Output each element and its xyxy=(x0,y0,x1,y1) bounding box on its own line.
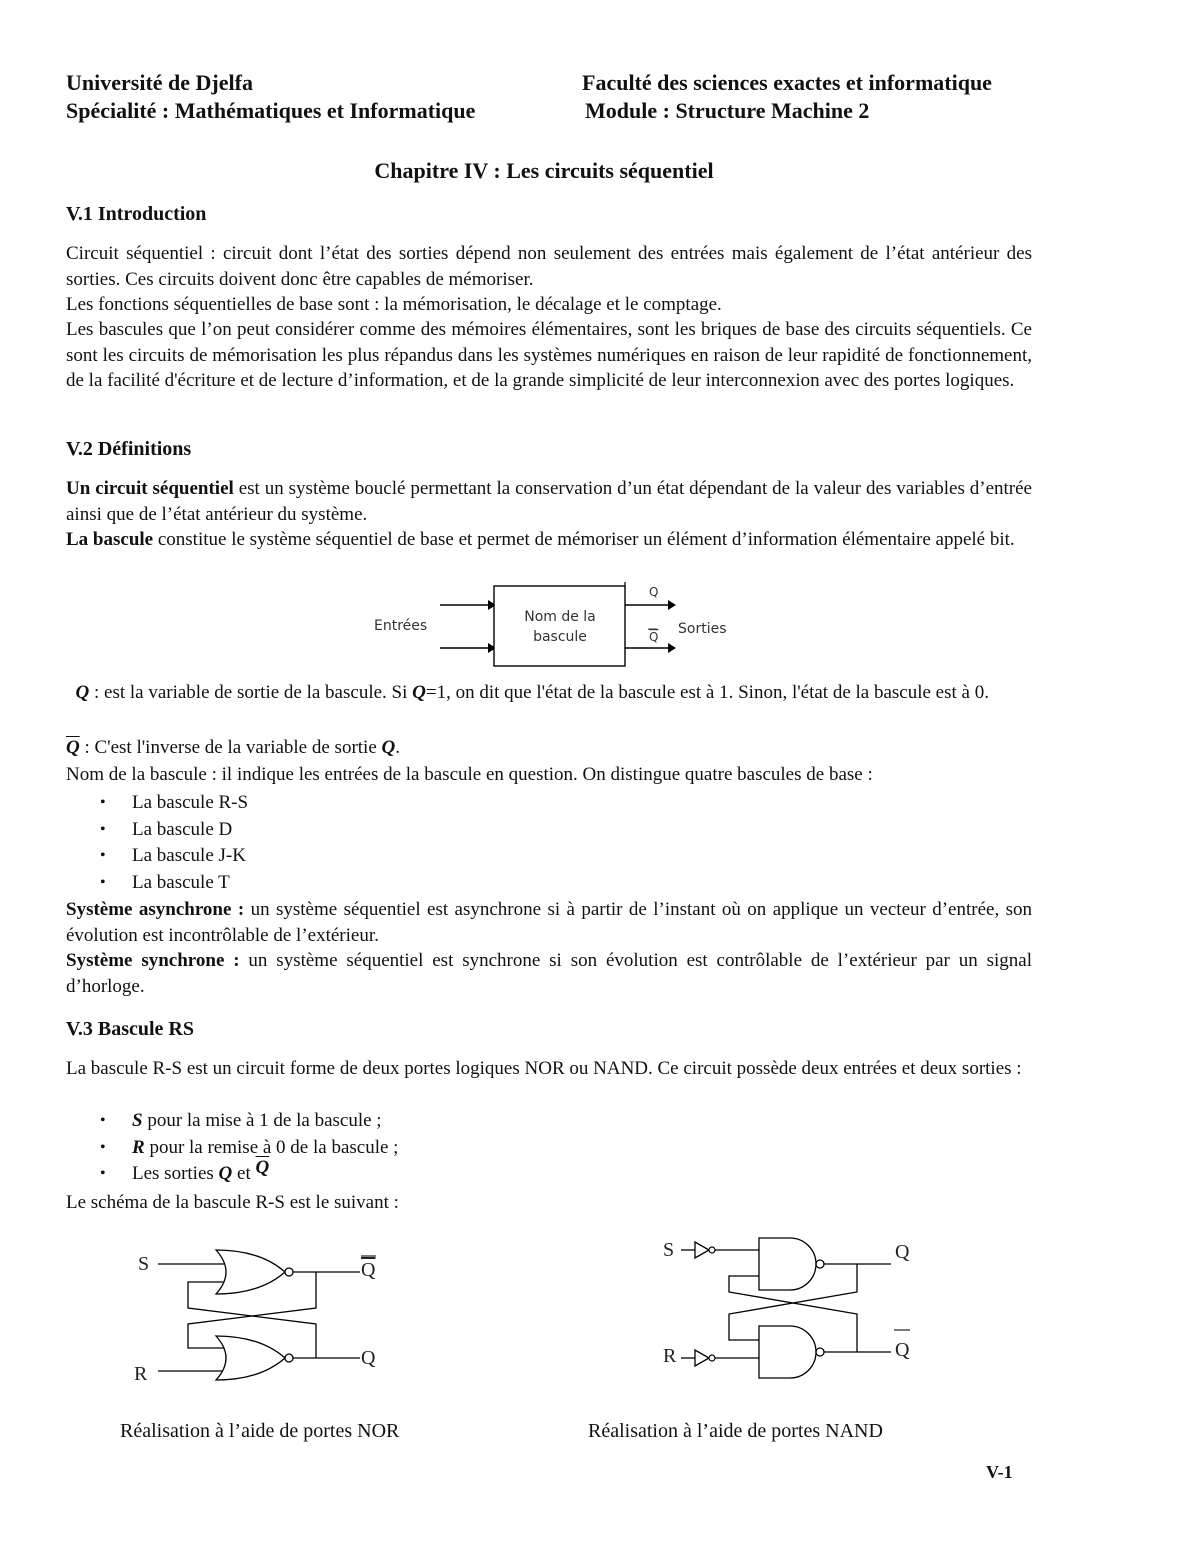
nor-input-r-label: R xyxy=(134,1363,148,1385)
list-item xyxy=(66,1108,398,1135)
schema-intro: Le schéma de la bascule R-S est le suivant : xyxy=(66,1192,399,1213)
intro-paragraph-1: Circuit séquentiel : circuit dont l’état des sorties dépend non seulement des entrées mais également de l’état antérieur des sorties. Ces circuits doivent donc être capables de mémoriser. xyxy=(66,243,1032,290)
rs-intro-paragraph: La bascule R-S est un circuit forme de deux portes logiques NOR ou NAND. Ce circuit possède deux entrées et deux sorties : xyxy=(66,1058,1022,1079)
r-symbol: R xyxy=(132,1136,145,1158)
output-qbar-label: Q xyxy=(649,630,659,644)
output-q-label: Q xyxy=(649,585,659,599)
intro-paragraph-3: Les bascules que l’on peut considérer comme des mémoires élémentaires, sont les briques de base des circuits séquentiels. Ce sont les circuits de mémorisation les plus répandus dans les systèmes numériques en raison de leur rapidité de fonctionnement, de la facilité d'écriture et de lecture d’information, et de la grande simplicité de leur interconnexion avec des portes logiques. xyxy=(66,319,1032,391)
nor-rs-latch-schematic xyxy=(120,1228,410,1408)
qbar-description xyxy=(66,735,400,761)
qbar-output-symbol: $\overline{Q}$ xyxy=(255,1157,270,1178)
page-number: V-1 xyxy=(986,1462,1013,1482)
nand-rs-latch-schematic xyxy=(655,1228,925,1408)
async-text: un système séquentiel est asynchrone si à partir de l’instant où on applique un vecteur d’entrée, son évolution est incontrôlable de l’extérieur. xyxy=(66,899,1033,946)
sync-text: un système séquentiel est synchrone si son évolution est contrôlable de l’extérieur par un signal d’horloge. xyxy=(66,950,1032,997)
list-item xyxy=(66,1135,398,1162)
definition-circuit-term: Un circuit séquentiel xyxy=(66,478,234,499)
diagram-inputs-label: Entrées xyxy=(374,618,428,634)
bascule-block-diagram xyxy=(360,580,750,672)
nand-gate-bottom xyxy=(759,1326,816,1378)
nand-r-inverter-bubble xyxy=(709,1355,715,1361)
async-system-definition xyxy=(66,897,1032,948)
nand-input-r-label: R xyxy=(663,1345,677,1367)
async-term: Système asynchrone : xyxy=(66,899,245,920)
nor-input-s-label: S xyxy=(138,1253,150,1275)
nand-input-s-label: S xyxy=(663,1239,675,1261)
nor-caption: Réalisation à l’aide de portes NOR xyxy=(120,1420,400,1442)
q-description xyxy=(66,680,1032,706)
nor-gate-top-bubble xyxy=(285,1268,293,1276)
nor-output-qbar-label: Q xyxy=(361,1259,376,1281)
list-item: • La bascule R-S xyxy=(66,790,248,817)
r-description: pour la remise à 0 de la bascule ; xyxy=(144,1136,399,1158)
nand-caption: Réalisation à l’aide de portes NAND xyxy=(588,1420,883,1442)
q-description-text-b: =1, on dit que l'état de la bascule est à 1. Sinon, l'état de la bascule est à 0. xyxy=(425,682,989,703)
nor-gate-bottom-bubble xyxy=(285,1354,293,1362)
qbar-description-text-a: : C'est l'inverse de la variable de sortie xyxy=(79,737,382,758)
output-arrowhead-q xyxy=(668,600,676,610)
nand-output-qbar-label: Q xyxy=(895,1339,910,1361)
qbar-description-text-b: . xyxy=(395,737,400,758)
header-module: Module : Structure Machine 2 xyxy=(585,98,870,123)
outputs-text: Les sorties xyxy=(132,1163,219,1184)
definition-bascule-term: La bascule xyxy=(66,529,154,550)
nand-gate-top-bubble xyxy=(816,1260,824,1268)
sync-term: Système synchrone : xyxy=(66,950,240,971)
intro-paragraph-2: Les fonctions séquentielles de base sont : la mémorisation, le décalage et le comptage. xyxy=(66,294,722,315)
nand-gate-top xyxy=(759,1238,816,1290)
section-heading-introduction: V.1 Introduction xyxy=(66,203,207,225)
list-item: • La bascule D xyxy=(66,817,248,844)
bascule-types-list xyxy=(66,790,248,896)
nand-output-q-label: Q xyxy=(895,1241,910,1263)
box-label-line2: bascule xyxy=(533,629,587,645)
outputs-and: et xyxy=(232,1163,256,1184)
nor-gate-top xyxy=(216,1250,285,1294)
definition-bascule-text: constitue le système séquentiel de base et permet de mémoriser un élément d’information élémentaire appelé bit. xyxy=(153,529,1015,550)
definition-circuit xyxy=(66,476,1032,527)
nand-s-inverter-bubble xyxy=(709,1247,715,1253)
list-item xyxy=(66,1157,398,1188)
nand-s-inverter xyxy=(695,1242,709,1258)
bascule-box xyxy=(494,586,625,666)
s-description: pour la mise à 1 de la bascule ; xyxy=(142,1110,382,1131)
list-item: • La bascule T xyxy=(66,870,248,897)
q-description-text-a: : est la variable de sortie de la bascule. Si xyxy=(89,682,413,703)
qbar-symbol: $\overline{Q}$ xyxy=(66,737,80,758)
qbar-symbol-inline: Q xyxy=(381,737,396,758)
box-label-line1: Nom de la xyxy=(524,609,596,625)
header-faculty: Faculté des sciences exactes et informatique xyxy=(582,70,992,95)
s-symbol: S xyxy=(132,1110,143,1131)
section-heading-definitions: V.2 Définitions xyxy=(66,438,192,460)
chapter-title: Chapitre IV : Les circuits séquentiel xyxy=(374,158,714,183)
q-symbol-inline: Q xyxy=(412,682,426,703)
q-output-symbol: Q xyxy=(218,1163,233,1184)
bascule-name-description: Nom de la bascule : il indique les entrées de la bascule en question. On distingue quatre bascules de base : xyxy=(66,764,873,785)
sync-system-definition xyxy=(66,948,1032,999)
header-university: Université de Djelfa xyxy=(66,70,253,95)
definition-circuit-text: est un système bouclé permettant la conservation d’un état dépendant de la valeur des variables d’entrée ainsi que de l’état antérieur du système. xyxy=(66,478,1032,525)
nor-gate-bottom xyxy=(216,1336,285,1380)
rs-io-list xyxy=(66,1108,398,1188)
header-specialty: Spécialité : Mathématiques et Informatique xyxy=(66,98,476,123)
nand-r-inverter xyxy=(695,1350,709,1366)
nand-gate-bottom-bubble xyxy=(816,1348,824,1356)
q-symbol: Q xyxy=(75,682,90,703)
list-item: • La bascule J-K xyxy=(66,843,248,870)
output-arrowhead-qbar xyxy=(668,643,676,653)
section-heading-bascule-rs: V.3 Bascule RS xyxy=(66,1018,194,1040)
diagram-outputs-label: Sorties xyxy=(678,621,727,637)
nor-output-q-label: Q xyxy=(361,1347,376,1369)
definition-bascule xyxy=(66,527,1032,553)
